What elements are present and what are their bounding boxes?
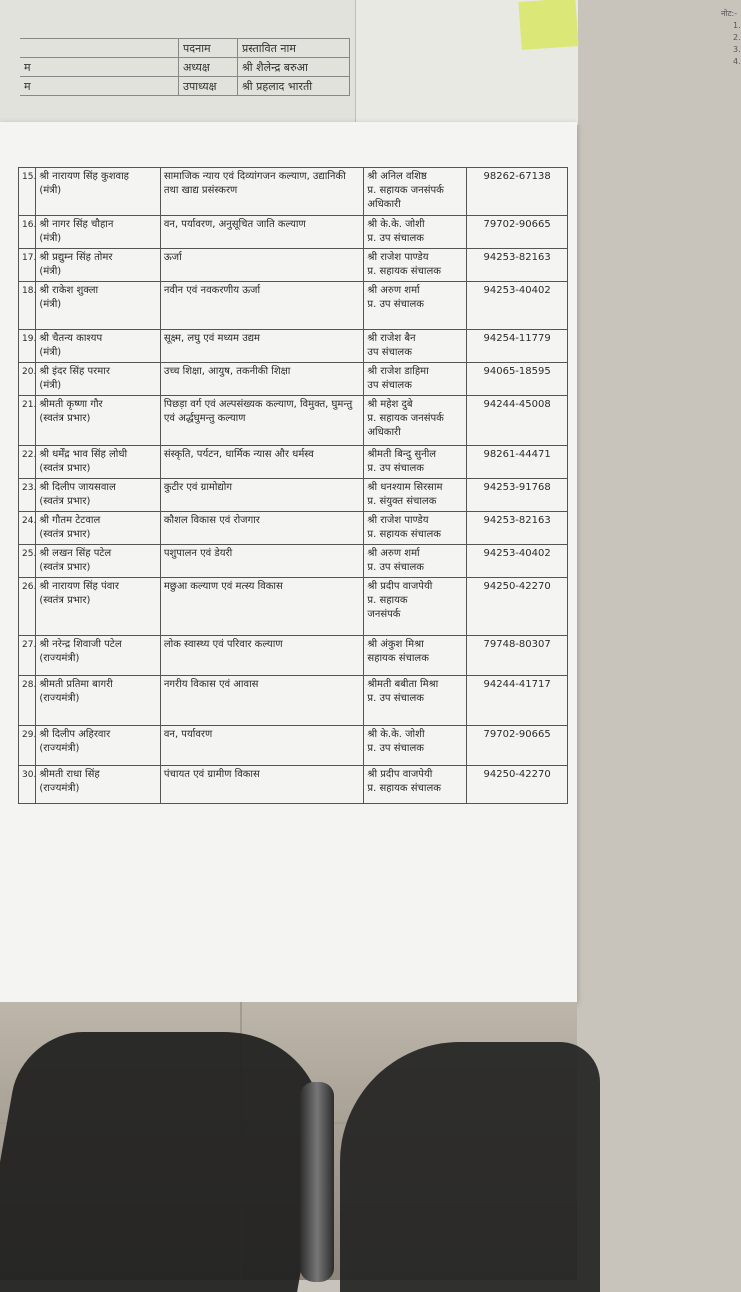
officer-line: अधिकारी <box>367 427 401 438</box>
table-row <box>19 512 568 545</box>
department-cell <box>160 446 364 479</box>
minister-role: (राज्यमंत्री) <box>39 783 80 794</box>
stand-pole <box>300 1082 334 1282</box>
officer-line: अधिकारी <box>367 199 401 210</box>
serial-number-cell: 19. <box>19 330 36 363</box>
minister-cell <box>36 512 161 545</box>
bg-row-post: अध्यक्ष <box>179 58 238 77</box>
minister-cell <box>36 636 161 676</box>
officer-line: प्र. सहायक संचालक <box>367 783 441 794</box>
minister-name: श्री नारायण सिंह पंवार <box>39 581 119 592</box>
department-text: संस्कृति, पर्यटन, धार्मिक न्यास और धर्मस्व <box>163 449 314 460</box>
minister-role: (मंत्री) <box>39 299 62 310</box>
officer-cell <box>364 676 467 726</box>
minister-cell <box>36 168 161 216</box>
officer-line: उप संचालक <box>367 347 412 358</box>
serial-number-cell: 15. <box>19 168 36 216</box>
department-cell <box>160 766 364 804</box>
minister-name: श्री नारायण सिंह कुशवाह <box>39 171 129 182</box>
department-cell <box>160 636 364 676</box>
minister-name: श्री धर्मेंद्र भाव सिंह लोधी <box>39 449 128 460</box>
officer-line: प्र. उप संचालक <box>367 463 424 474</box>
bg-row-name: श्री शैलेन्द्र बरुआ <box>238 58 350 77</box>
minister-role: (स्वतंत्र प्रभार) <box>39 595 91 606</box>
serial-number-cell: 30. <box>19 766 36 804</box>
serial-number-cell: 29. <box>19 726 36 766</box>
table-row <box>19 249 568 282</box>
officer-line: श्री राजेश पाण्डेय <box>367 515 429 526</box>
minister-role: (स्वतंत्र प्रभार) <box>39 413 91 424</box>
minister-role: (राज्यमंत्री) <box>39 653 80 664</box>
sticky-note <box>518 0 578 50</box>
officer-cell <box>364 363 467 396</box>
table-row <box>19 636 568 676</box>
officer-line: श्री अरुण शर्मा <box>367 548 420 559</box>
serial-number-cell: 25. <box>19 545 36 578</box>
minister-cell <box>36 446 161 479</box>
serial-number-cell: 20. <box>19 363 36 396</box>
officer-cell <box>364 446 467 479</box>
officer-line: श्री धनश्याम सिरसाम <box>367 482 443 493</box>
department-cell <box>160 676 364 726</box>
table-row <box>19 479 568 512</box>
department-text: कुटीर एवं ग्रामोद्योग <box>163 482 232 493</box>
department-cell <box>160 330 364 363</box>
minister-cell <box>36 396 161 446</box>
minister-cell <box>36 363 161 396</box>
serial-number-cell: 17. <box>19 249 36 282</box>
bg-header-name: प्रस्तावित नाम <box>238 39 350 58</box>
minister-role: (मंत्री) <box>39 380 62 391</box>
note-item: 2. <box>733 33 741 42</box>
phone-cell: 79702-90665 <box>467 726 568 766</box>
minister-name: श्रीमती कृष्णा गौर <box>39 399 103 410</box>
officer-cell <box>364 249 467 282</box>
department-cell <box>160 726 364 766</box>
department-cell <box>160 363 364 396</box>
phone-cell: 94254-11779 <box>467 330 568 363</box>
note-item: 3. <box>733 45 741 54</box>
department-text: सामाजिक न्याय एवं दिव्यांगजन कल्याण, उद्यानिकी तथा खाद्य प्रसंस्करण <box>163 171 346 196</box>
table-row <box>19 330 568 363</box>
floor-background <box>0 1002 577 1280</box>
note-item: 1. <box>733 21 741 30</box>
minister-cell <box>36 766 161 804</box>
officer-cell <box>364 578 467 636</box>
department-text: पशुपालन एवं डेयरी <box>163 548 233 559</box>
minister-cell <box>36 479 161 512</box>
officer-line: श्री के.के. जोशी <box>367 729 425 740</box>
serial-number-cell: 21. <box>19 396 36 446</box>
serial-number-cell: 24. <box>19 512 36 545</box>
bg-header-post: पदनाम <box>179 39 238 58</box>
officer-cell <box>364 216 467 249</box>
background-note <box>721 8 741 68</box>
officer-line: प्र. सहायक संचालक <box>367 529 441 540</box>
officer-line: श्री प्रदीप वाजपेयी <box>367 769 433 780</box>
department-text: पंचायत एवं ग्रामीण विकास <box>163 769 260 780</box>
serial-number-cell: 16. <box>19 216 36 249</box>
minister-name: श्रीमती प्रतिमा बागरी <box>39 679 113 690</box>
phone-cell: 94244-41717 <box>467 676 568 726</box>
minister-cell <box>36 249 161 282</box>
officer-line: प्र. सहायक <box>367 595 408 606</box>
table-row <box>19 396 568 446</box>
department-cell <box>160 282 364 330</box>
minister-name: श्री दिलीप अहिरवार <box>39 729 111 740</box>
officer-cell <box>364 479 467 512</box>
minister-cell <box>36 330 161 363</box>
serial-number-cell: 18. <box>19 282 36 330</box>
phone-cell: 98261-44471 <box>467 446 568 479</box>
table-row <box>19 545 568 578</box>
phone-cell: 79748-80307 <box>467 636 568 676</box>
minister-name: श्री नरेन्द्र शिवाजी पटेल <box>39 639 122 650</box>
phone-cell: 79702-90665 <box>467 216 568 249</box>
minister-name: श्री लखन सिंह पटेल <box>39 548 112 559</box>
department-text: नवीन एवं नवकरणीय ऊर्जा <box>163 285 261 296</box>
officer-line: श्रीमती बबीता मिश्रा <box>367 679 439 690</box>
minister-role: (स्वतंत्र प्रभार) <box>39 463 91 474</box>
minister-cell <box>36 726 161 766</box>
note-item: 4. <box>733 57 741 66</box>
department-text: वन, पर्यावरण <box>163 729 213 740</box>
department-text: पिछड़ा वर्ग एवं अल्पसंख्यक कल्याण, विमुक्त, घुमन्तु एवं अर्द्धघुमन्तु कल्याण <box>163 399 353 424</box>
phone-cell: 94253-82163 <box>467 512 568 545</box>
department-text: कौशल विकास एवं रोजगार <box>163 515 260 526</box>
minister-role: (स्वतंत्र प्रभार) <box>39 496 91 507</box>
officer-cell <box>364 636 467 676</box>
table-row <box>19 726 568 766</box>
officer-line: श्री प्रदीप वाजपेयी <box>367 581 433 592</box>
phone-cell: 94250-42270 <box>467 578 568 636</box>
background-left-page <box>0 0 355 125</box>
bg-row-name: श्री प्रहलाद भारती <box>238 77 350 96</box>
minister-name: श्री राकेश शुक्ला <box>39 285 99 296</box>
officer-line: जनसंपर्क <box>367 609 401 620</box>
table-row <box>19 766 568 804</box>
minister-name: श्री प्रद्युम्न सिंह तोमर <box>39 252 113 263</box>
minister-name: श्री दिलीप जायसवाल <box>39 482 116 493</box>
minister-name: श्री नागर सिंह चौहान <box>39 219 114 230</box>
officer-cell <box>364 726 467 766</box>
note-title: नोट:- <box>721 9 738 18</box>
minister-role: (मंत्री) <box>39 266 62 277</box>
table-body <box>19 168 568 804</box>
officer-line: श्री अनिल वशिष्ठ <box>367 171 427 182</box>
officer-cell <box>364 396 467 446</box>
officer-line: प्र. सहायक संचालक <box>367 266 441 277</box>
department-cell <box>160 578 364 636</box>
officer-cell <box>364 282 467 330</box>
phone-cell: 94244-45008 <box>467 396 568 446</box>
officer-cell <box>364 512 467 545</box>
table-row <box>19 363 568 396</box>
background-document <box>0 0 741 125</box>
department-text: लोक स्वास्थ्य एवं परिवार कल्याण <box>163 639 283 650</box>
officer-line: प्र. उप संचालक <box>367 743 424 754</box>
serial-number-cell: 28. <box>19 676 36 726</box>
table-row <box>19 282 568 330</box>
department-text: सूक्ष्म, लघु एवं मध्यम उद्यम <box>163 333 260 344</box>
officer-line: सहायक संचालक <box>367 653 429 664</box>
phone-cell: 94253-91768 <box>467 479 568 512</box>
department-cell <box>160 249 364 282</box>
officer-cell <box>364 545 467 578</box>
bg-row-prefix: म <box>20 58 179 77</box>
minister-name: श्री गौतम टेटवाल <box>39 515 101 526</box>
department-text: वन, पर्यावरण, अनुसूचित जाति कल्याण <box>163 219 306 230</box>
officer-line: प्र. सहायक जनसंपर्क <box>367 185 444 196</box>
phone-cell: 94253-40402 <box>467 282 568 330</box>
department-text: उच्च शिक्षा, आयुष, तकनीकी शिक्षा <box>163 366 291 377</box>
phone-cell: 94253-40402 <box>467 545 568 578</box>
main-document <box>0 122 577 1002</box>
bg-row-prefix: म <box>20 77 179 96</box>
officer-line: श्री राजेश डाहिमा <box>367 366 429 377</box>
officer-line: उप संचालक <box>367 380 412 391</box>
department-cell <box>160 545 364 578</box>
serial-number-cell: 27. <box>19 636 36 676</box>
serial-number-cell: 26. <box>19 578 36 636</box>
officer-cell <box>364 168 467 216</box>
minister-role: (स्वतंत्र प्रभार) <box>39 529 91 540</box>
phone-cell: 94253-82163 <box>467 249 568 282</box>
shadow-right <box>340 1042 600 1292</box>
department-cell <box>160 512 364 545</box>
minister-role: (राज्यमंत्री) <box>39 693 80 704</box>
officer-line: श्री राजेश पाण्डेय <box>367 252 429 263</box>
table-row <box>19 168 568 216</box>
minister-cell <box>36 676 161 726</box>
minister-cell <box>36 578 161 636</box>
phone-cell: 94250-42270 <box>467 766 568 804</box>
minister-name: श्रीमती राधा सिंह <box>39 769 100 780</box>
officer-line: श्री अरुण शर्मा <box>367 285 420 296</box>
shadow-left <box>0 1032 343 1292</box>
minister-role: (राज्यमंत्री) <box>39 743 80 754</box>
department-cell <box>160 479 364 512</box>
table-row <box>19 446 568 479</box>
minister-cell <box>36 216 161 249</box>
officer-line: श्री अंकुश मिश्रा <box>367 639 424 650</box>
background-table <box>20 38 350 96</box>
officer-line: श्री के.के. जोशी <box>367 219 425 230</box>
minister-name: श्री इंदर सिंह परमार <box>39 366 110 377</box>
department-text: नगरीय विकास एवं आवास <box>163 679 259 690</box>
minister-cell <box>36 545 161 578</box>
officer-line: प्र. उप संचालक <box>367 299 424 310</box>
officer-line: श्री महेश दुबे <box>367 399 413 410</box>
bg-row-post: उपाध्यक्ष <box>179 77 238 96</box>
table-row <box>19 216 568 249</box>
officer-line: प्र. उप संचालक <box>367 693 424 704</box>
bg-empty-cell <box>20 39 179 58</box>
minister-role: (मंत्री) <box>39 347 62 358</box>
officer-line: प्र. उप संचालक <box>367 233 424 244</box>
officer-line: प्र. सहायक जनसंपर्क <box>367 413 444 424</box>
department-text: मछुआ कल्याण एवं मत्स्य विकास <box>163 581 283 592</box>
officer-line: प्र. संयुक्त संचालक <box>367 496 437 507</box>
officer-line: श्रीमती बिन्दु सुनील <box>367 449 437 460</box>
officer-table <box>18 167 568 804</box>
table-row <box>19 676 568 726</box>
department-text: ऊर्जा <box>163 252 182 263</box>
minister-name: श्री चैतन्य काश्यप <box>39 333 103 344</box>
phone-cell: 94065-18595 <box>467 363 568 396</box>
minister-role: (मंत्री) <box>39 233 62 244</box>
department-cell <box>160 216 364 249</box>
serial-number-cell: 23. <box>19 479 36 512</box>
minister-role: (मंत्री) <box>39 185 62 196</box>
department-cell <box>160 396 364 446</box>
officer-cell <box>364 330 467 363</box>
minister-role: (स्वतंत्र प्रभार) <box>39 562 91 573</box>
officer-line: प्र. उप संचालक <box>367 562 424 573</box>
minister-cell <box>36 282 161 330</box>
officer-cell <box>364 766 467 804</box>
table-row <box>19 578 568 636</box>
officer-line: श्री राजेश बैन <box>367 333 416 344</box>
department-cell <box>160 168 364 216</box>
serial-number-cell: 22. <box>19 446 36 479</box>
phone-cell: 98262-67138 <box>467 168 568 216</box>
